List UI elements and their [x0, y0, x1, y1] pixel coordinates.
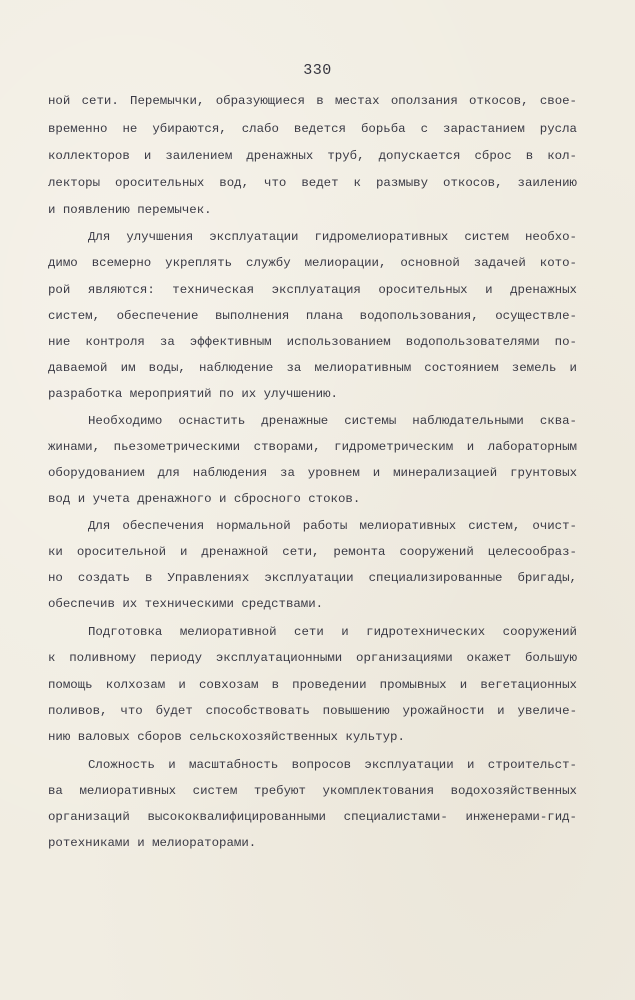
paragraph-3-line-1: Необходимо оснастить дренажные системы наблюдательными сква-	[88, 414, 577, 428]
paragraph-5-line-3: помощь колхозам и совхозам в проведении промывных и вегетационных	[48, 678, 577, 692]
paragraph-2-line-2: димо всемерно укреплять службу мелиорации, основной задачей кото-	[48, 256, 577, 270]
paragraph-2-line-4: систем, обеспечение выполнения плана водопользования, осуществле-	[48, 309, 577, 323]
paragraph-5-line-5: нию валовых сборов сельскохозяйственных культур.	[48, 730, 405, 744]
paragraph-4-line-4: обеспечив их техническими средствами.	[48, 597, 324, 611]
paragraph-2-line-5: ние контроля за эффективным использованием водопользователями по-	[48, 335, 577, 349]
paragraph-5-line-4: поливов, что будет способствовать повышению урожайности и увеличе-	[48, 704, 577, 718]
paragraph-4-line-2: ки оросительной и дренажной сети, ремонта сооружений целесообраз-	[48, 545, 577, 559]
paragraph-2-line-7: разработка мероприятий по их улучшению.	[48, 387, 338, 401]
paragraph-1-line-3: коллекторов и заилением дренажных труб, допускается сброс в кол-	[48, 149, 577, 163]
paragraph-6-line-4: ротехниками и мелиораторами.	[48, 836, 257, 850]
paragraph-1-line-2: временно не убираются, слабо ведется борьба с зарастанием русла	[48, 122, 577, 136]
paragraph-3-line-3: оборудованием для наблюдения за уровнем и минерализацией грунтовых	[48, 466, 577, 480]
paragraph-5-line-1: Подготовка мелиоративной сети и гидротехнических сооружений	[88, 625, 577, 639]
paragraph-3-line-4: вод и учета дренажного и сбросного стоков.	[48, 492, 361, 506]
paragraph-1-line-1: ной сети. Перемычки, образующиеся в местах оползания откосов, свое-	[48, 94, 577, 108]
paragraph-2-line-1: Для улучшения эксплуатации гидромелиоративных систем необхо-	[88, 230, 577, 244]
paragraph-4-line-3: но создать в Управлениях эксплуатации специализированные бригады,	[48, 571, 577, 585]
paragraph-5-line-2: к поливному периоду эксплуатационными организациями окажет большую	[48, 651, 577, 665]
paragraph-1-line-5: и появлению перемычек.	[48, 203, 212, 217]
paragraph-2-line-6: даваемой им воды, наблюдение за мелиоративным состоянием земель и	[48, 361, 577, 375]
paragraph-2-line-3: рой являются: техническая эксплуатация оросительных и дренажных	[48, 283, 577, 297]
page-number: 330	[303, 62, 332, 79]
paragraph-6-line-3: организаций высококвалифицированными специалистами- инженерами-гид-	[48, 810, 577, 824]
paragraph-3-line-2: жинами, пьезометрическими створами, гидрометрическим и лабораторным	[48, 440, 577, 454]
paragraph-6-line-1: Сложность и масштабность вопросов эксплуатации и строительст-	[88, 758, 577, 772]
paragraph-6-line-2: ва мелиоративных систем требуют укомплектования водохозяйственных	[48, 784, 577, 798]
paragraph-4-line-1: Для обеспечения нормальной работы мелиоративных систем, очист-	[88, 519, 577, 533]
paragraph-1-line-4: лекторы оросительных вод, что ведет к размыву откосов, заилению	[48, 176, 577, 190]
